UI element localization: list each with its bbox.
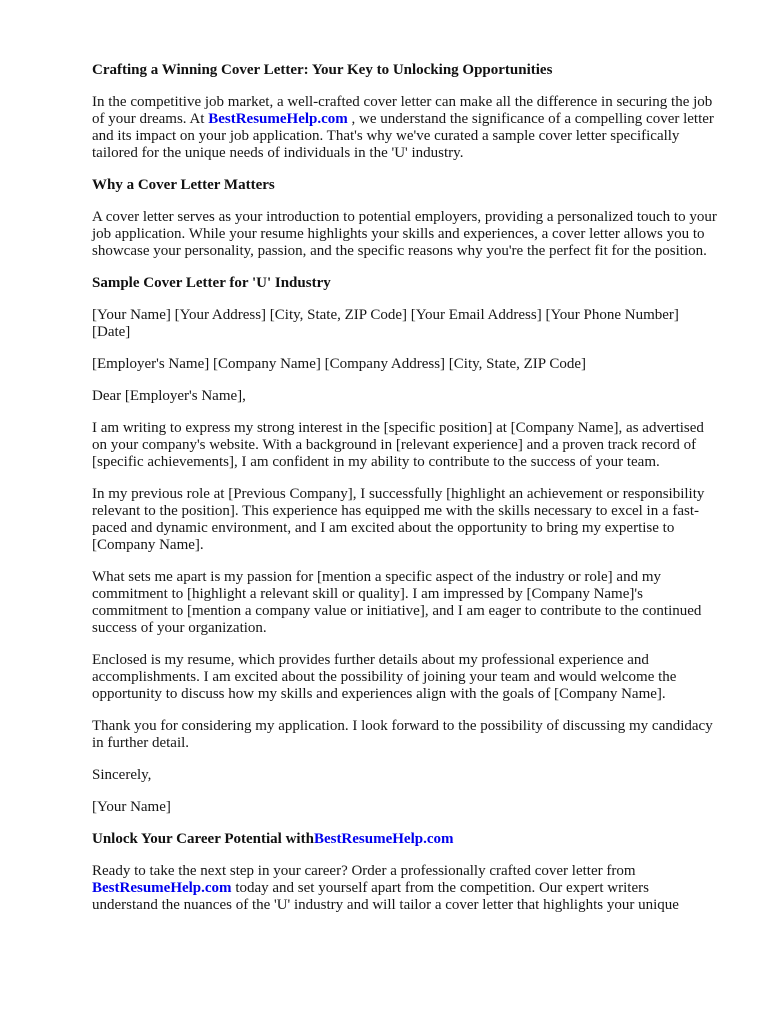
cta-heading [92, 831, 718, 848]
bestresumehelp-link-cta[interactable]: BestResumeHelp.com [92, 880, 232, 896]
employer-placeholder-line: [Employer's Name] [Company Name] [Company Address] [City, State, ZIP Code] [92, 356, 586, 372]
why-matters-paragraph: A cover letter serves as your introduction to potential employers, providing a personalized touch to your job application. While your resume highlights your skills and experiences, a cover letter allows you to showcase your personality, passion, and the specific reasons why you're the perfect fit for the position. [92, 209, 717, 259]
bestresumehelp-link-intro[interactable]: BestResumeHelp.com [208, 111, 348, 127]
letter-paragraph-interest: I am writing to express my strong interest in the [specific position] at [Company Name], as advertised on your company's website. With a background in [relevant experience] and a proven track record of [specific achievements], I am confident in my ability to contribute to the success of your team. [92, 420, 704, 470]
signature-placeholder-line: [Your Name] [92, 799, 171, 815]
section-heading-why-matters: Why a Cover Letter Matters [92, 177, 275, 193]
section-heading-sample-letter: Sample Cover Letter for 'U' Industry [92, 275, 331, 291]
letter-paragraph-passion: What sets me apart is my passion for [mention a specific aspect of the industry or role] and my commitment to [highlight a relevant skill or quality]. I am impressed by [Company Name]'s commitment to [mention a company value or initiative], and I am eager to contribute to the continued success of your organization. [92, 569, 702, 636]
sender-placeholder-line: [Your Name] [Your Address] [City, State, ZIP Code] [Your Email Address] [Your Phone Number] [Date] [92, 307, 679, 340]
cta-text-before: Ready to take the next step in your career? Order a professionally crafted cover letter from [92, 863, 636, 879]
intro-text-after: , we understand the significance of a compelling cover letter and its impact on your job application. That's why we've curated a sample cover letter specifically tailored for the unique needs of individuals in the 'U' industry. [92, 111, 714, 161]
intro-text-before: In the competitive job market, a well-crafted cover letter can make all the difference in securing the job of your dreams. At [92, 94, 713, 127]
salutation-line: Dear [Employer's Name], [92, 388, 246, 404]
closing-line: Sincerely, [92, 767, 152, 783]
cta-text-after: today and set yourself apart from the competition. Our expert writers understand the nuances of the 'U' industry and will tailor a cover letter that highlights your unique [92, 880, 679, 913]
letter-paragraph-thank-you: Thank you for considering my application. I look forward to the possibility of discussing my candidacy in further detail. [92, 718, 713, 751]
cta-paragraph [92, 863, 718, 914]
bestresumehelp-link-cta-heading[interactable]: BestResumeHelp.com [313, 831, 454, 847]
cta-heading-text: Unlock Your Career Potential with [92, 831, 314, 847]
main-title: Crafting a Winning Cover Letter: Your Key to Unlocking Opportunities [92, 62, 553, 78]
letter-paragraph-previous-role: In my previous role at [Previous Company], I successfully [highlight an achievement or responsibility relevant to the position]. This experience has equipped me with the skills necessary to excel in a fast-paced and dynamic environment, and I am excited about the opportunity to bring my expertise to [Company Name]. [92, 486, 705, 553]
intro-paragraph [92, 94, 718, 162]
letter-paragraph-enclosed-resume: Enclosed is my resume, which provides further details about my professional experience and accomplishments. I am excited about the possibility of joining your team and would welcome the opportunity to discuss how my skills and experiences align with the goals of [Company Name]. [92, 652, 677, 702]
